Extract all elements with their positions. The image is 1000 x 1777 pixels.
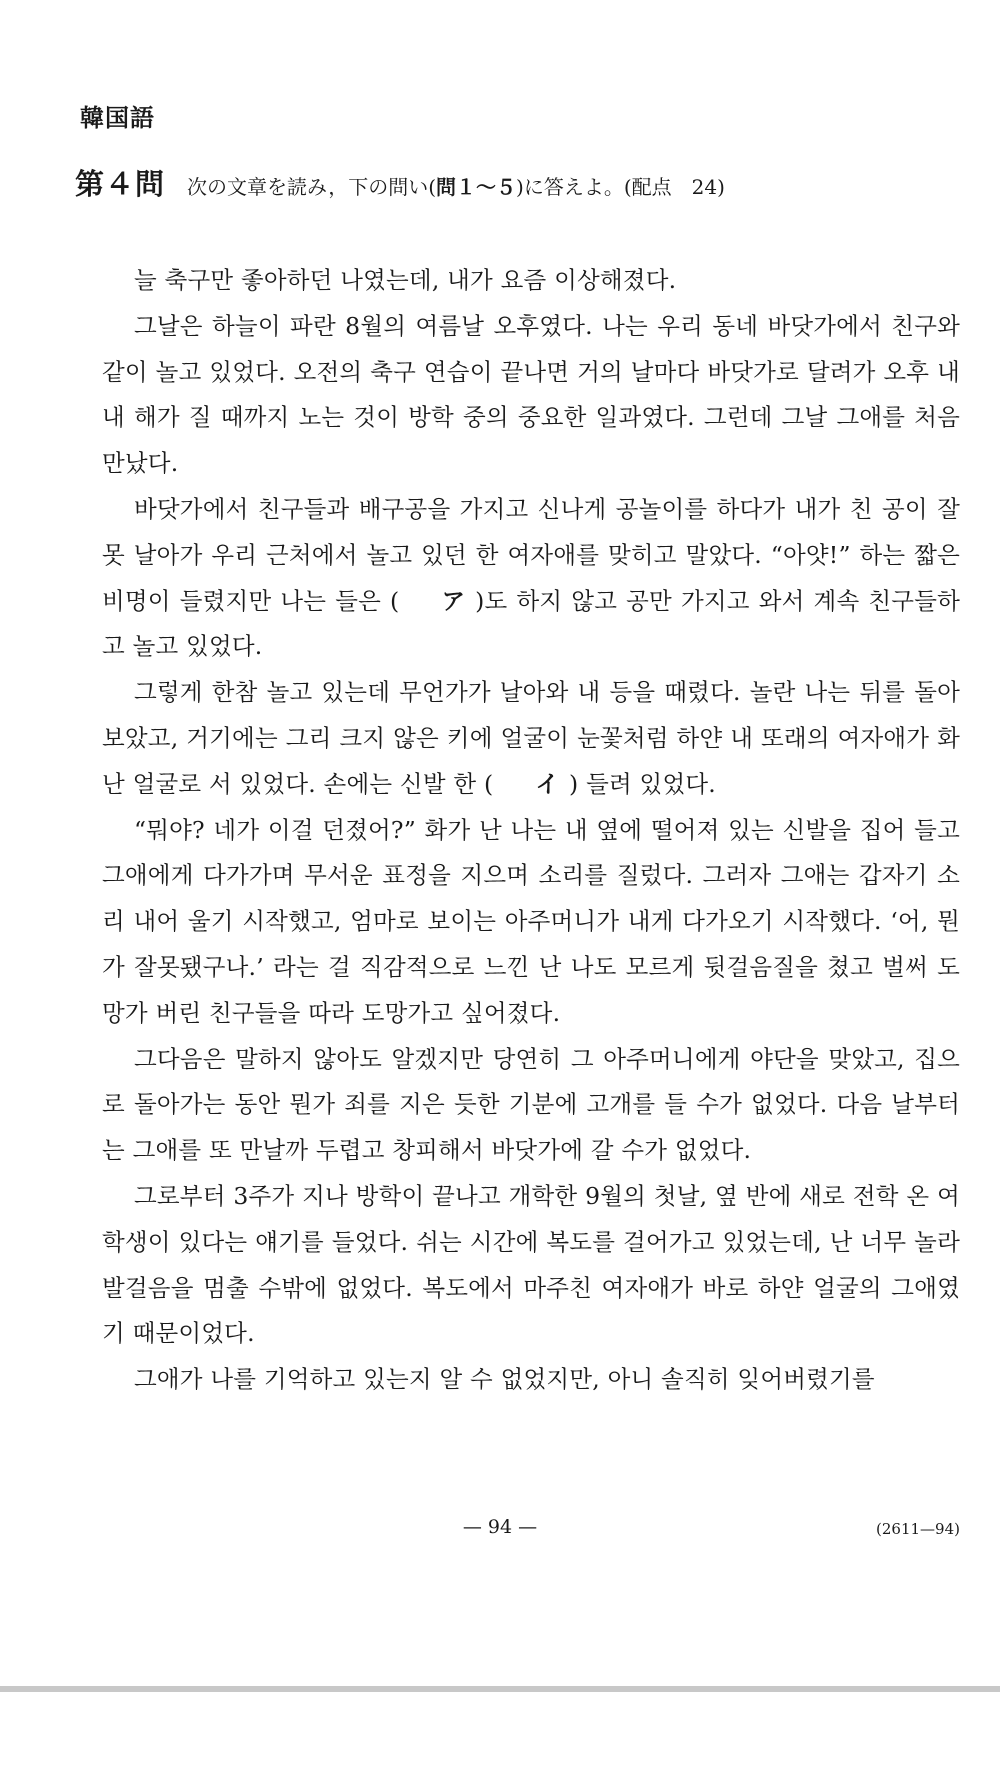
page-divider: [0, 1686, 1000, 1692]
subject-title: 韓国語: [80, 104, 155, 132]
reading-passage: [102, 258, 960, 1403]
paragraph-6: 그다음은 말하지 않아도 알겠지만 당연히 그 아주머니에게 야단을 맞았고, 집으로 돌아가는 동안 뭔가 죄를 지은 듯한 기분에 고개를 들 수가 없었다. 다음 날부터는 그애를 또 만날까 두렵고 창피해서 바닷가에 갈 수가 없었다.: [102, 1044, 960, 1165]
blank-i-marker: イ: [535, 769, 560, 798]
paragraph-3-before-blank: 바닷가에서 친구들과 배구공을 가지고 신나게 공놀이를 하다가 내가 친 공이 잘못 날아가 우리 근처에서 놀고 있던 한 여자애를 맞히고 말았다. “아얏!” 하는 짧은 비명이 들렸지만 나는 들은 (: [102, 494, 960, 615]
paragraph-1: 늘 축구만 좋아하던 나였는데, 내가 요즘 이상해졌다.: [134, 266, 677, 294]
paragraph-4: [102, 670, 960, 807]
instruction-question-range: 問１～５: [436, 175, 517, 199]
paragraph-4-before-blank: 그렇게 한참 놀고 있는데 무언가가 날아와 내 등을 때렸다. 놀란 나는 뒤를 돌아보았고, 거기에는 그리 크지 않은 키에 얼굴이 눈꽃처럼 하얀 내 또래의 여자애가 화난 얼굴로 서 있었다. 손에는 신발 한 (: [102, 678, 960, 798]
question-header: [75, 162, 725, 203]
paragraph-4-after-blank: ) 들려 있었다.: [569, 769, 716, 798]
paragraph-7: 그로부터 3주가 지나 방학이 끝나고 개학한 9월의 첫날, 옆 반에 새로 전학 온 여학생이 있다는 얘기를 들었다. 쉬는 시간에 복도를 걸어가고 있었는데, 난 너무 놀라 발걸음을 멈출 수밖에 없었다. 복도에서 마주친 여자애가 바로 하얀 얼굴의 그애였기 때문이었다.: [102, 1181, 960, 1348]
paragraph-8: 그애가 나를 기억하고 있는지 알 수 없었지만, 아니 솔직히 잊어버렸기를: [134, 1365, 875, 1394]
paragraph-5: “뭐야? 네가 이걸 던졌어?” 화가 난 나는 내 옆에 떨어져 있는 신발을 집어 들고 그애에게 다가가며 무서운 표정을 지으며 소리를 질렀다. 그러자 그애는 갑자기 소리 내어 울기 시작했고, 엄마로 보이는 아주머니가 내게 다가오기 시작했다. ‘어, 뭔가 잘못됐구나.’ 라는 걸 직감적으로 느낀 난 나도 모르게 뒷걸음질을 쳤고 벌써 도망가 버린 친구들을 따라 도망가고 싶어졌다.: [102, 815, 960, 1027]
instruction-part-1: 次の文章を読み，下の問い(: [187, 175, 437, 199]
blank-a-marker: ア: [441, 586, 466, 615]
page-number: — 94 —: [462, 1516, 538, 1538]
paragraph-3: [102, 487, 960, 670]
question-instruction: [187, 171, 725, 200]
exam-code: (2611—94): [876, 1520, 960, 1538]
instruction-part-2: )に答えよ。(配点 24): [516, 175, 725, 199]
paragraph-2: 그날은 하늘이 파란 8월의 여름날 오후였다. 나는 우리 동네 바닷가에서 친구와 같이 놀고 있었다. 오전의 축구 연습이 끝나면 거의 날마다 바닷가로 달려가 오후 내내 해가 질 때까지 노는 것이 방학 중의 중요한 일과였다. 그런데 그날 그애를 처음 만났다.: [102, 311, 960, 478]
paragraph-3-after-blank: )도 하지 않고 공만 가지고 와서 계속 친구들하고 놀고 있었다.: [102, 586, 960, 661]
question-number: 第４問: [75, 167, 166, 201]
